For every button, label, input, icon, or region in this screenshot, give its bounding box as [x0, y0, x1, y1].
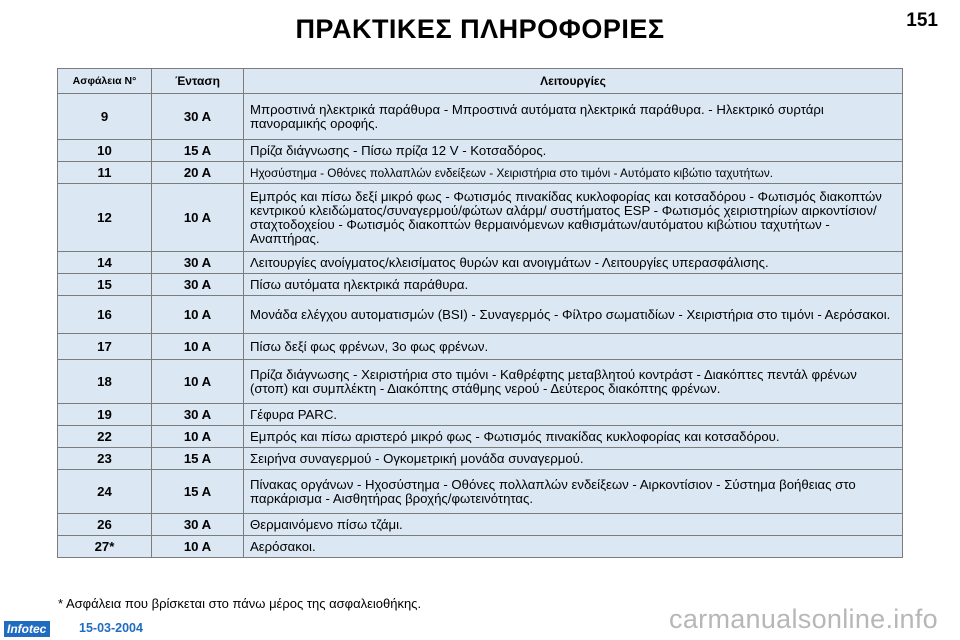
fuse-number: 12	[58, 184, 152, 252]
fuse-number: 27*	[58, 536, 152, 558]
fuse-number: 19	[58, 404, 152, 426]
infotec-logo: Infotec	[4, 621, 50, 637]
footnote: * Ασφάλεια που βρίσκεται στο πάνω μέρος της ασφαλειοθήκης.	[58, 596, 422, 611]
fuse-number: 26	[58, 514, 152, 536]
fuse-functions: Ηχοσύστημα - Οθόνες πολλαπλών ενδείξεων - Χειριστήρια στο τιμόνι - Αυτόματο κιβώτιο ταχυτήτων.	[244, 162, 903, 184]
table-row	[58, 252, 903, 274]
watermark: carmanualsonline.info	[669, 604, 938, 634]
fuse-functions: Εμπρός και πίσω δεξί μικρό φως - Φωτισμός πινακίδας κυκλοφορίας και κοτσαδόρου - Φωτισμός διακοπτών κεντρικού κλειδώματος/συναγερμού/φώτων αλάρμ/ συστήματος ESP - Φωτισμός χειριστηρίων αιρκοντίσιον/σταχτοδοχείου - Φωτισμός διακοπτών θερμαινόμενων καθισμάτων/αυτόματου κιβώτιου ταχυτήτων - Αναπτήρας.	[244, 184, 903, 252]
page-title: ΠΡΑΚΤΙΚΕΣ ΠΛΗΡΟΦΟΡΙΕΣ	[295, 14, 665, 44]
table-row	[58, 470, 903, 514]
fuse-functions: Πίσω δεξί φως φρένων, 3ο φως φρένων.	[244, 334, 903, 360]
fuse-amperage: 15 A	[152, 470, 244, 514]
fuse-amperage: 10 A	[152, 296, 244, 334]
fuse-functions: Εμπρός και πίσω αριστερό μικρό φως - Φωτισμός πινακίδας κυκλοφορίας και κοτσαδόρου.	[244, 426, 903, 448]
fuse-amperage: 15 A	[152, 140, 244, 162]
table-row	[58, 334, 903, 360]
fuse-number: 14	[58, 252, 152, 274]
fuse-amperage: 10 A	[152, 334, 244, 360]
table-row	[58, 162, 903, 184]
fuse-amperage: 10 A	[152, 426, 244, 448]
fuse-functions: Θερμαινόμενο πίσω τζάμι.	[244, 514, 903, 536]
header-functions: Λειτουργίες	[244, 69, 903, 94]
table-row	[58, 296, 903, 334]
fuse-amperage: 15 A	[152, 448, 244, 470]
table-row	[58, 536, 903, 558]
table-row	[58, 426, 903, 448]
fuse-functions: Μπροστινά ηλεκτρικά παράθυρα - Μπροστινά αυτόματα ηλεκτρικά παράθυρα. - Ηλεκτρικό συρτάρι πανοραμικής οροφής.	[244, 94, 903, 140]
fuse-functions: Σειρήνα συναγερμού - Ογκομετρική μονάδα συναγερμού.	[244, 448, 903, 470]
fuse-number: 24	[58, 470, 152, 514]
fuse-number: 17	[58, 334, 152, 360]
fuse-number: 16	[58, 296, 152, 334]
fuse-number: 15	[58, 274, 152, 296]
fuse-amperage: 10 A	[152, 536, 244, 558]
fuse-number: 18	[58, 360, 152, 404]
fuse-amperage: 10 A	[152, 184, 244, 252]
page-number: 151	[906, 10, 938, 31]
header-amperage: Ένταση	[152, 69, 244, 94]
fuse-number: 23	[58, 448, 152, 470]
table-row	[58, 140, 903, 162]
table-row	[58, 184, 903, 252]
fuse-number: 9	[58, 94, 152, 140]
fuse-functions: Πρίζα διάγνωσης - Χειριστήρια στο τιμόνι - Καθρέφτης μεταβλητού κοντράστ - Διακόπτες πεντάλ φρένων (στοπ) και συμπλέκτη - Διακόπτης στάθμης νερού - Δεύτερος διακόπτης φρένων.	[244, 360, 903, 404]
print-date: 15-03-2004	[79, 621, 143, 635]
fuse-functions: Πίσω αυτόματα ηλεκτρικά παράθυρα.	[244, 274, 903, 296]
fuse-functions: Αερόσακοι.	[244, 536, 903, 558]
fuse-amperage: 30 A	[152, 404, 244, 426]
fuse-number: 22	[58, 426, 152, 448]
table-row	[58, 404, 903, 426]
table-row	[58, 274, 903, 296]
fuse-amperage: 30 A	[152, 514, 244, 536]
fuse-number: 11	[58, 162, 152, 184]
header-fuse-number: Ασφάλεια N°	[58, 69, 152, 94]
fuse-amperage: 30 A	[152, 252, 244, 274]
fuse-number: 10	[58, 140, 152, 162]
fuse-table	[57, 68, 903, 558]
table-row	[58, 94, 903, 140]
fuse-amperage: 20 A	[152, 162, 244, 184]
fuse-amperage: 30 A	[152, 94, 244, 140]
table-header-row	[58, 69, 903, 94]
fuse-amperage: 30 A	[152, 274, 244, 296]
fuse-amperage: 10 A	[152, 360, 244, 404]
table-row	[58, 360, 903, 404]
table-row	[58, 514, 903, 536]
fuse-functions: Μονάδα ελέγχου αυτοματισμών (BSI) - Συναγερμός - Φίλτρο σωματιδίων - Χειριστήρια στο τιμόνι - Αερόσακοι.	[244, 296, 903, 334]
fuse-functions: Γέφυρα PARC.	[244, 404, 903, 426]
table-row	[58, 448, 903, 470]
fuse-functions: Λειτουργίες ανοίγματος/κλεισίματος θυρών και ανοιγμάτων - Λειτουργίες υπερασφάλισης.	[244, 252, 903, 274]
fuse-functions: Πίνακας οργάνων - Ηχοσύστημα - Οθόνες πολλαπλών ενδείξεων - Αιρκοντίσιον - Σύστημα βοήθειας στο παρκάρισμα - Αισθητήρας βροχής/φωτεινότητας.	[244, 470, 903, 514]
fuse-functions: Πρίζα διάγνωσης - Πίσω πρίζα 12 V - Κοτσαδόρος.	[244, 140, 903, 162]
